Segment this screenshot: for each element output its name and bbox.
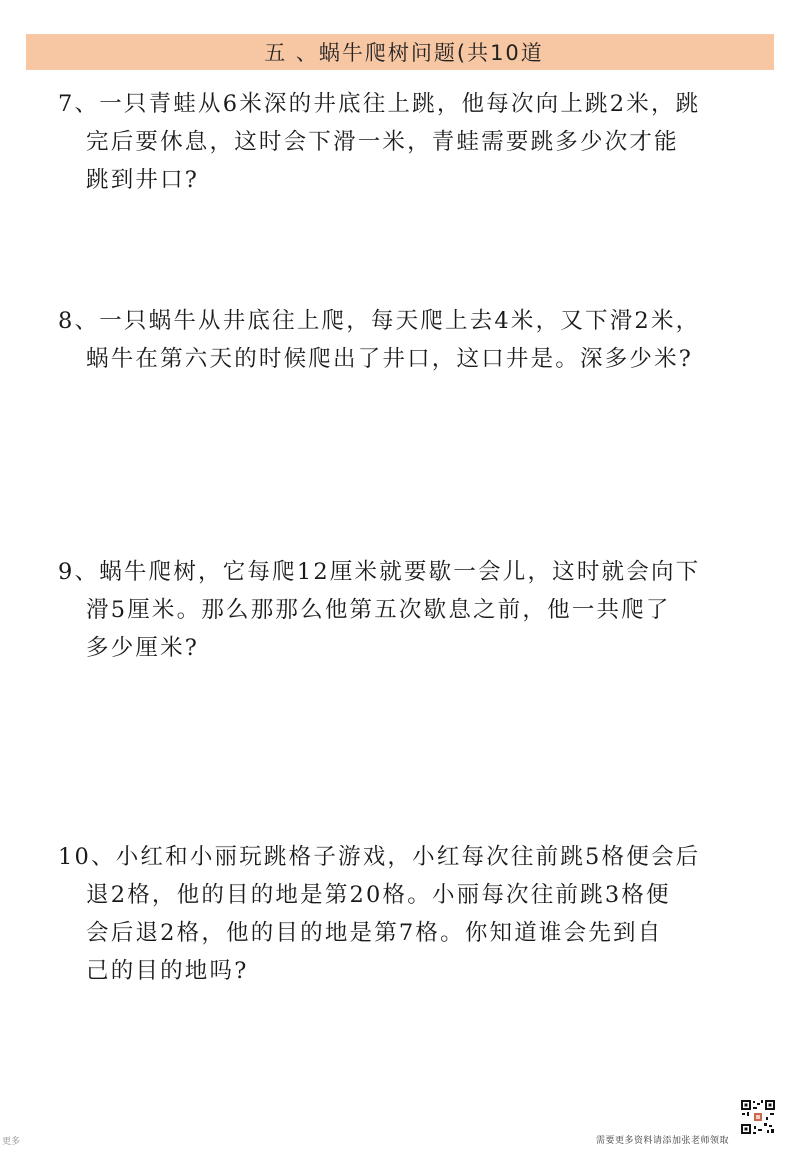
- section-header-band: [26, 34, 774, 70]
- question-line: 完后要休息，这时会下滑一米，青蛙需要跳多少次才能: [86, 129, 679, 155]
- question-line: 9、蜗牛爬树，它每爬12厘米就要歇一会儿，这时就会向下: [58, 559, 701, 585]
- question-line: 退2格，他的目的地是第20格。小丽每次往前跳3格便: [86, 882, 671, 908]
- footer-more-text: 更多: [2, 1137, 21, 1147]
- question-line: 多少厘米?: [86, 635, 200, 661]
- question-line: 己的目的地吗?: [86, 958, 249, 984]
- question-line: 跳到井口?: [86, 167, 200, 193]
- question-8: [58, 302, 758, 378]
- question-line: 8、一只蜗牛从井底往上爬，每天爬上去4米，又下滑2米，: [58, 308, 701, 334]
- question-7: [58, 85, 758, 199]
- question-line: 蜗牛在第六天的时候爬出了井口，这口井是。深多少米?: [86, 346, 694, 372]
- section-title: 五 、蜗牛爬树问题(共10道: [264, 41, 544, 65]
- qr-code-icon: [740, 1099, 776, 1135]
- question-line: 会后退2格，他的目的地是第7格。你知道谁会先到自: [86, 920, 663, 946]
- question-line: 10、小红和小丽玩跳格子游戏，小红每次往前跳5格便会后: [58, 844, 701, 870]
- question-line: 滑5厘米。那么那那么他第五次歇息之前，他一共爬了: [86, 597, 671, 623]
- question-10: [58, 838, 758, 990]
- question-9: [58, 553, 758, 667]
- footer-contact-note: 需要更多资料请添加张老师领取: [596, 1136, 730, 1146]
- question-line: 7、一只青蛙从6米深的井底往上跳，他每次向上跳2米，跳: [58, 91, 701, 117]
